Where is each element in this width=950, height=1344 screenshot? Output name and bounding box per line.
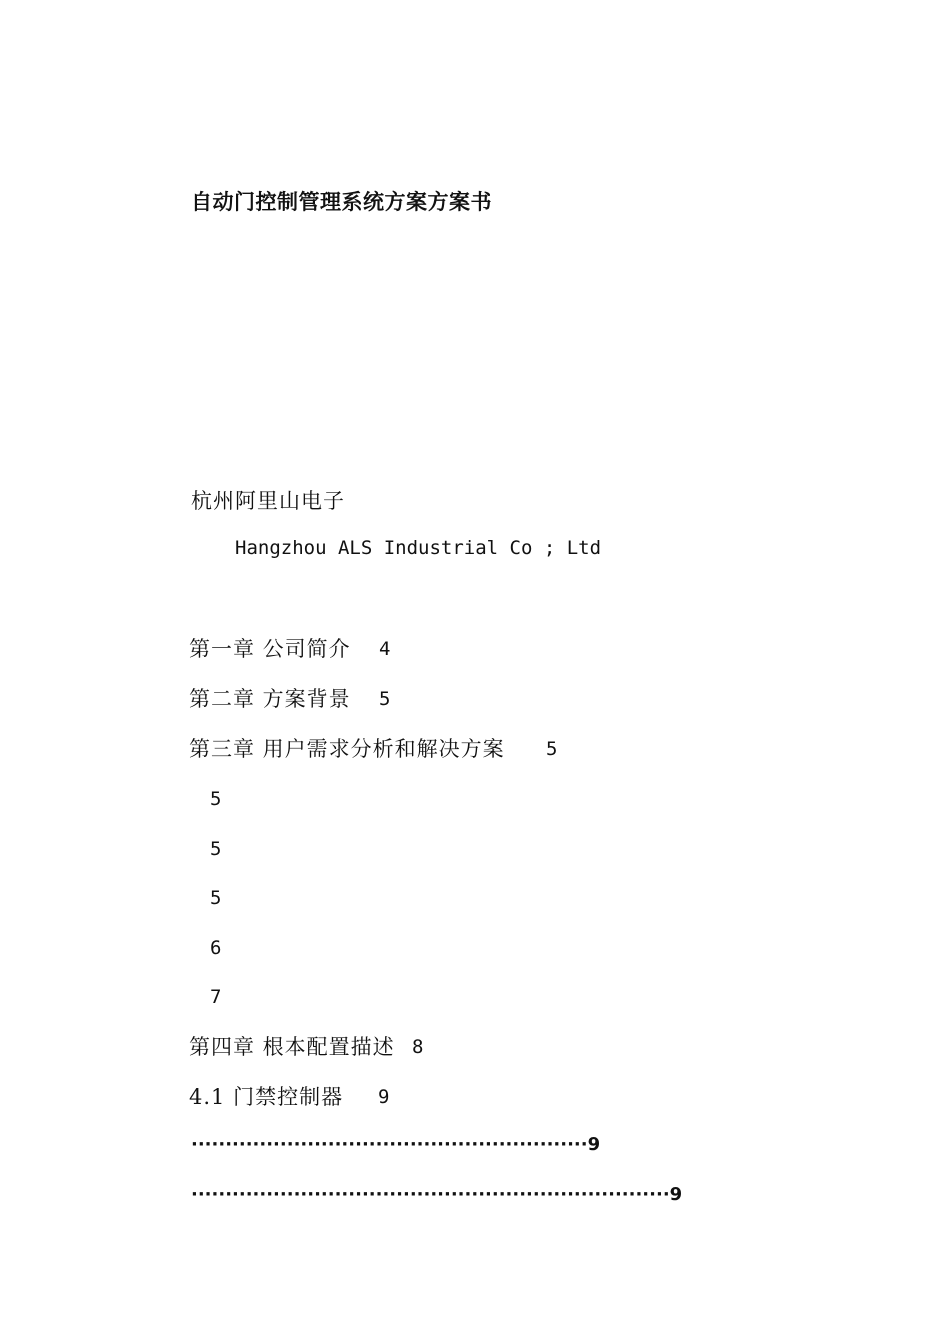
toc-entry-chapter2	[189, 687, 391, 711]
toc-subentry-page: 5	[210, 788, 222, 810]
toc-dot-leader-line	[191, 1183, 791, 1207]
toc-entry-page: 5	[546, 738, 558, 760]
company-name-english: Hangzhou ALS Industrial Co ; Ltd	[235, 537, 602, 559]
toc-entry-section-4-1	[189, 1085, 390, 1109]
toc-subentry-page: 7	[210, 986, 222, 1008]
toc-entry-page: 9	[669, 1184, 683, 1205]
toc-entry-page: 8	[412, 1036, 424, 1058]
toc-subentry-page: 5	[210, 887, 222, 909]
toc-entry-page: 4	[379, 638, 391, 660]
toc-dot-leader-line	[191, 1133, 676, 1157]
toc-subentry-page: 5	[210, 838, 222, 860]
toc-entry-label: 第二章 方案背景	[189, 687, 351, 711]
toc-entry-label: 第四章 根本配置描述	[189, 1035, 395, 1059]
toc-entry-label: 第三章 用户需求分析和解决方案	[189, 737, 505, 761]
company-name-chinese: 杭州阿里山电子	[191, 489, 345, 513]
dot-leader: ······································································	[191, 1184, 670, 1205]
toc-entry-label: 4.1 门禁控制器	[189, 1085, 344, 1109]
document-title: 自动门控制管理系统方案方案书	[191, 190, 492, 214]
toc-entry-page: 5	[379, 688, 391, 710]
toc-entry-chapter4	[189, 1035, 424, 1059]
toc-entry-page: 9	[587, 1134, 601, 1155]
toc-entry-label: 第一章 公司简介	[189, 637, 351, 661]
dot-leader: ··························································	[191, 1134, 588, 1155]
toc-entry-chapter3	[189, 737, 558, 761]
toc-entry-page: 9	[378, 1086, 390, 1108]
toc-entry-chapter1	[189, 637, 391, 661]
toc-subentry-page: 6	[210, 937, 222, 959]
